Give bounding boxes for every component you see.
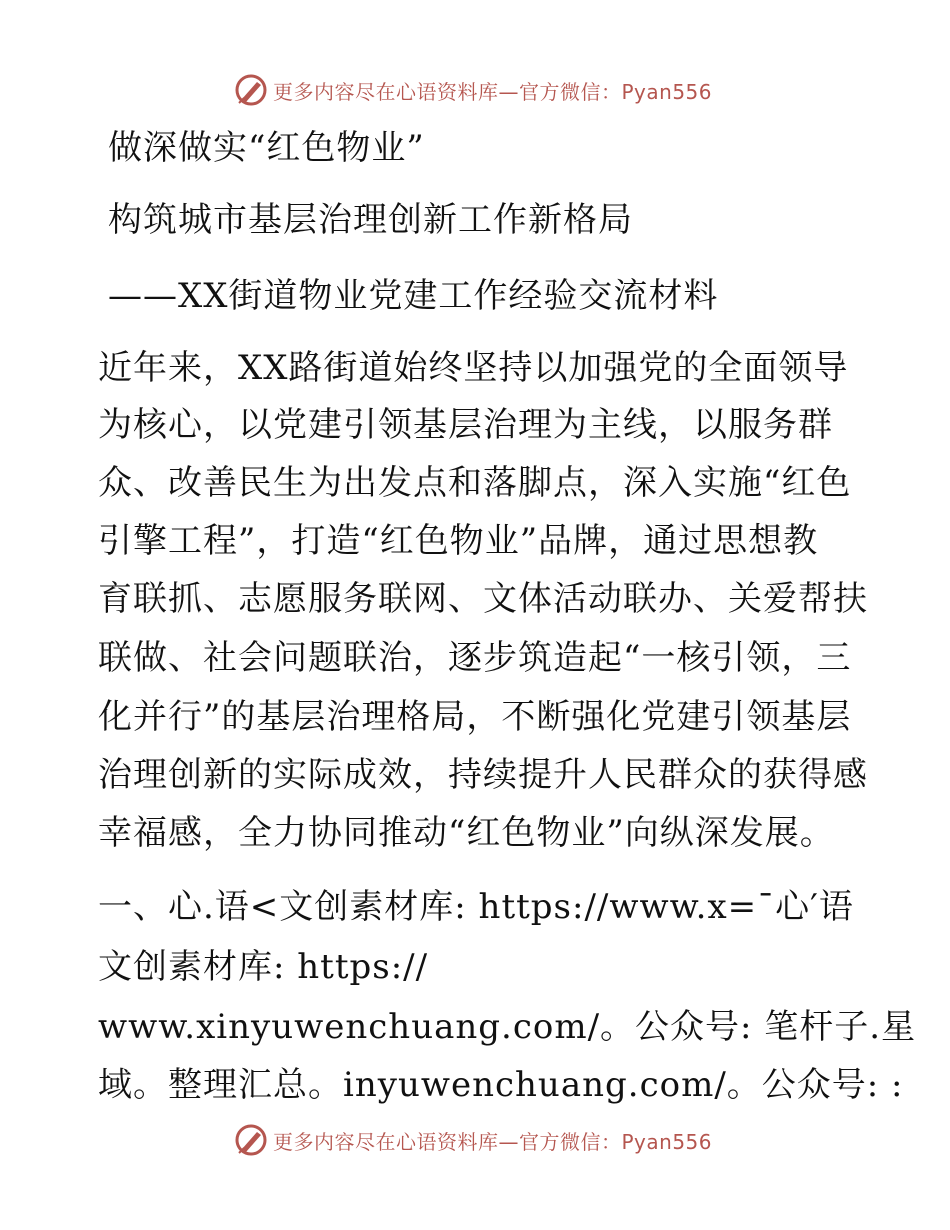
document-title: 做深做实“红色物业” [108,128,425,168]
body-line: 文创素材库: https:// [98,947,429,987]
body-line: 育联抓、志愿服务联网、文体活动联办、关爱帮扶 [98,579,868,619]
body-line: 为核心，以党建引领基层治理为主线，以服务群 [98,405,833,445]
body-line: www.xinyuwenchuang.com/。公众号: 笔杆子.星 [98,1007,917,1047]
body-line: 联做、社会问题联治，逐步筑造起“一核引领，三 [98,638,852,678]
body-line: 化并行”的基层治理格局，不断强化党建引领基层 [98,697,852,737]
header-banner-text: 更多内容尽在心语资料库—官方微信：Pyan556 [273,79,713,104]
body-line: 众、改善民生为出发点和落脚点，深入实施“红色 [98,463,852,503]
document-subtitle: 构筑城市基层治理创新工作新格局 [108,200,633,240]
pen-circle-logo-icon [233,1122,269,1158]
footer-banner [233,1120,712,1160]
body-line: 域。整理汇总。inyuwenchuang.com/。公众号: : [98,1065,904,1105]
pen-circle-logo-icon [233,72,269,108]
footer-banner-text: 更多内容尽在心语资料库—官方微信：Pyan556 [273,1129,713,1154]
body-line: 幸福感，全力协同推动“红色物业”向纵深发展。 [98,813,835,853]
body-line: 近年来，XX路街道始终坚持以加强党的全面领导 [98,348,849,388]
body-line: 引擎工程”，打造“红色物业”品牌，通过思想教 [98,521,819,561]
document-subtitle-dash: ——XX街道物业党建工作经验交流材料 [108,276,719,316]
section-heading: 一、心.语<文创素材库: https://www.x=¯心′语 [98,887,854,927]
header-banner [233,70,712,110]
body-line: 治理创新的实际成效，持续提升人民群众的获得感 [98,755,868,795]
